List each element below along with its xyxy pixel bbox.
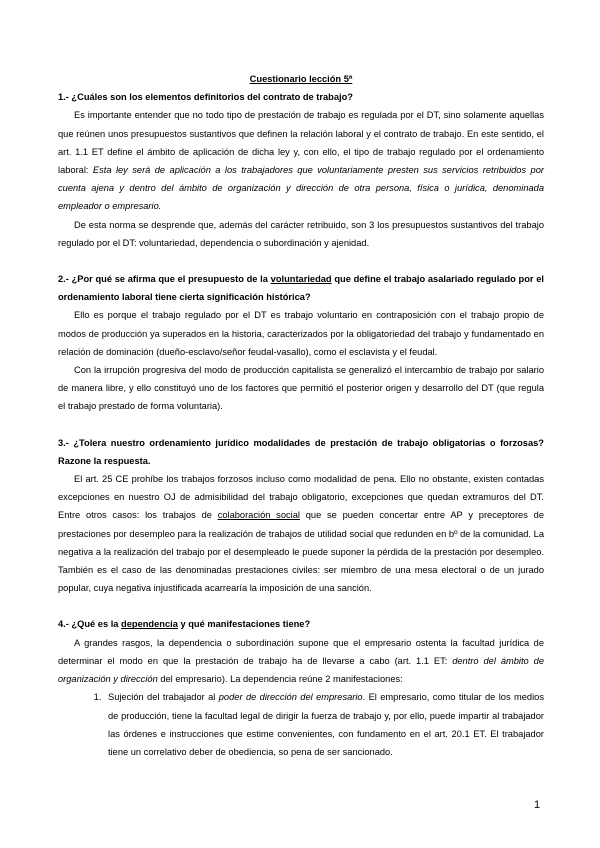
answer-2-paragraph-1: Ello es porque el trabajo regulado por el DT es trabajo voluntario en contraposición con el trabajo propio de modos de producción ya superados en la historia, caracterizados por la obligatoriedad del trabajo y fundamentado en relación de dominación (dueño-esclavo/señor feudal-vasallo), como el esclavista y el feudal. bbox=[58, 310, 544, 357]
answer-4-text-b: del empresario). La dependencia reúne 2 manifestaciones: bbox=[157, 674, 403, 685]
question-3: 3.- ¿Tolera nuestro ordenamiento jurídico modalidades de prestación de trabajo obligatorias o forzosas? Razone la respuesta. bbox=[58, 437, 544, 466]
list-item-italic: poder de dirección del empresario bbox=[218, 692, 363, 703]
question-2-underlined-term: voluntariedad bbox=[270, 274, 332, 285]
dependence-list bbox=[58, 688, 544, 761]
question-4-underlined-term: dependencia bbox=[121, 619, 178, 630]
answer-1-quote: Esta ley será de aplicación a los trabajadores que voluntariamente presten sus servicios retribuidos por cuenta ajena y dentro del ámbito de organización y dirección de otra persona, física o jurídica, denominada empleador o empresario. bbox=[58, 165, 544, 212]
page-number: 1 bbox=[534, 799, 541, 811]
answer-1-text: Es importante entender que no todo tipo de prestación de trabajo es regulada por el DT, sino solamente aquellas que reúnen unos presupuestos sustantivos que definen la relación laboral y el contrato de trabajo. En este sentido, el art. 1.1 ET define el ámbito de aplicación de dicha ley y, con ello, el tipo de trabajo regulado por el ordenamiento laboral: bbox=[58, 110, 544, 176]
question-4 bbox=[58, 615, 544, 633]
document-title: Cuestionario lección 5ª bbox=[249, 74, 353, 84]
answer-3-underlined-term: colaboración social bbox=[217, 510, 300, 521]
answer-4-text-a: A grandes rasgos, la dependencia o subordinación supone que el empresario ostenta la facultad jurídica de determinar el modo en que la prestación de trabajo ha de llevarse a cabo (art. 1.1 ET: bbox=[58, 637, 544, 666]
answer-4-quote: dentro del ámbito de organización y dirección bbox=[58, 655, 544, 685]
list-item-text-a: Sujeción del trabajador al bbox=[108, 692, 219, 703]
list-item bbox=[104, 688, 544, 761]
question-2-text-b: que define el trabajo asalariado regulado por el ordenamiento laboral tiene cierta significación histórica? bbox=[58, 274, 544, 303]
question-4-text-a: 4.- ¿Qué es la bbox=[58, 619, 122, 630]
answer-3-paragraph-1 bbox=[58, 470, 544, 597]
question-1: 1.- ¿Cuáles son los elementos definitorios del contrato de trabajo? bbox=[58, 92, 353, 103]
answer-3-text-b: que se pueden concertar entre AP y preceptores de prestaciones por desempleo para la realización de trabajos de utilidad social que redunden en bº de la comunidad. La negativa a la realización del trabajo por el desempleado le puede suponer la pérdida de la prestación por desempleo. También es el caso de las denominadas prestaciones civiles: ser miembro de una mesa electoral o de un jurado popular, cuya negativa injustificada acarrearía la imposición de una sanción. bbox=[58, 510, 544, 594]
answer-2-paragraph-2: Con la irrupción progresiva del modo de producción capitalista se generalizó el intercambio de trabajo por salario de manera libre, y ello constituyó uno de los factores que permitió el posterior origen y desarrollo del DT (que regula el trabajo prestado de forma voluntaria). bbox=[58, 365, 544, 412]
answer-1-paragraph-2: De esta norma se desprende que, además del carácter retribuido, son 3 los presupuestos sustantivos del trabajo regulado por el DT: voluntariedad, dependencia o subordinación y ajenidad. bbox=[58, 219, 544, 248]
answer-3-text-a: El art. 25 CE prohíbe los trabajos forzosos incluso como modalidad de pena. Ello no obstante, existen contadas excepciones en nuestro OJ de admisibilidad del trabajo obligatorio, excepciones que quedan extramuros del DT. Entre otros casos: los trabajos de bbox=[58, 474, 544, 521]
answer-1-paragraph-1 bbox=[58, 106, 544, 215]
question-2-text-a: 2.- ¿Por qué se afirma que el presupuesto de la bbox=[58, 274, 271, 285]
question-2 bbox=[58, 270, 544, 306]
question-4-text-b: y qué manifestaciones tiene? bbox=[177, 619, 311, 630]
answer-4-paragraph-1 bbox=[58, 634, 544, 689]
list-item-text-b: . El empresario, como titular de los medios de producción, tiene la facultad legal de dirigir la fuerza de trabajo y, por ello, puede impartir al trabajador las órdenes e instrucciones que estime convenientes, con fundamento en el art. 20.1 ET. El trabajador tiene un correlativo deber de obediencia, so pena de ser sancionado. bbox=[108, 692, 544, 757]
